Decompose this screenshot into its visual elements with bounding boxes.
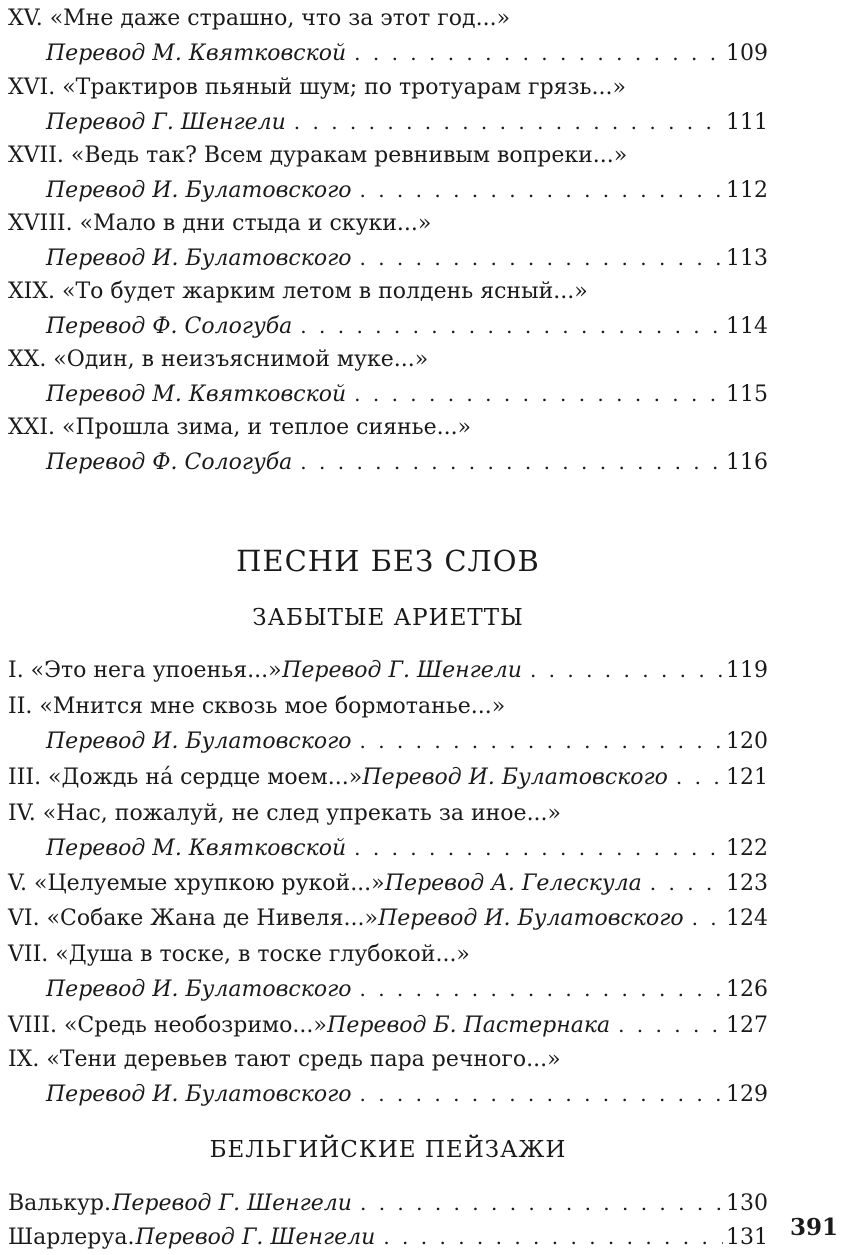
entry-translator: Перевод Г. Шенгели [46, 110, 286, 135]
entry-translator-line [8, 445, 768, 479]
entry-line [8, 866, 768, 900]
toc-entry [8, 653, 768, 687]
entry-translator-line [8, 309, 768, 343]
entry-page-number: 131 [726, 1225, 768, 1250]
entry-translator-line [8, 831, 768, 865]
entry-translator: Перевод Б. Пастернака [327, 1013, 611, 1038]
entry-title-line [8, 71, 768, 105]
leader-dots [650, 866, 723, 900]
entry-translator-line [8, 724, 768, 758]
leader-dots [360, 972, 724, 1006]
entry-translator: Перевод Ф. Сологуба [46, 314, 293, 339]
entry-translator-line [8, 36, 768, 70]
entry-title-line [8, 139, 768, 173]
entry-line [8, 901, 768, 935]
entry-translator: Перевод Г. Шенгели [135, 1225, 376, 1250]
entry-page-number: 112 [726, 178, 768, 203]
entry-title: XX. «Один, в неизъяснимой муке...» [8, 347, 429, 372]
entry-page-number: 113 [726, 246, 768, 271]
toc-entry [8, 1186, 768, 1220]
leader-dots [360, 724, 724, 758]
entry-translator-line [8, 972, 768, 1006]
entry-page-number: 109 [726, 41, 768, 66]
entry-translator: Перевод М. Квятковской [46, 382, 347, 407]
toc-entry [8, 760, 768, 794]
subsection-title: БЕЛЬГИЙСКИЕ ПЕЙЗАЖИ [209, 1137, 567, 1163]
entry-page-number: 111 [726, 110, 768, 135]
toc-entry [8, 690, 768, 758]
toc-entry [8, 938, 768, 1006]
entry-title: XIX. «То будет жарким летом в полдень ясный...» [8, 279, 588, 304]
toc-entry [8, 797, 768, 865]
entry-title-line [8, 797, 768, 831]
entry-translator-line [8, 377, 768, 411]
entry-line [8, 1008, 768, 1042]
entry-title: XXI. «Прошла зима, и теплое сиянье...» [8, 415, 472, 440]
leader-dots [530, 653, 723, 687]
leader-dots [360, 241, 724, 275]
toc-entry [8, 207, 768, 275]
leader-dots [383, 1220, 723, 1254]
leader-dots [300, 445, 723, 479]
entry-translator-line [8, 1077, 768, 1111]
entry-translator: Перевод А. Гелескула [384, 871, 642, 896]
leader-dots [360, 1186, 723, 1220]
leader-dots [360, 173, 724, 207]
entry-title: VII. «Душа в тоске, в тоске глубокой...» [8, 942, 470, 967]
entry-title-line [8, 2, 768, 36]
entry-translator: Перевод И. Булатовского [46, 977, 352, 1002]
entry-translator: Перевод И. Булатовского [362, 765, 668, 790]
toc-entry [8, 71, 768, 139]
entry-title-line [8, 275, 768, 309]
leader-dots [354, 36, 723, 70]
entry-page-number: 114 [726, 314, 768, 339]
entry-line [8, 760, 768, 794]
entry-title: IV. «Нас, пожалуй, не след упрекать за иное...» [8, 801, 562, 826]
entry-page-number: 127 [726, 1013, 768, 1038]
entry-page-number: 126 [726, 977, 768, 1002]
entry-title: Шарлеруа. [8, 1225, 135, 1250]
entry-page-number: 121 [726, 765, 768, 790]
entry-translator: Перевод М. Квятковской [46, 41, 347, 66]
entry-line [8, 653, 768, 687]
leader-dots [294, 105, 723, 139]
toc-entry [8, 866, 768, 900]
entry-title: III. «Дождь на́ сердце моем...» [8, 765, 363, 790]
entry-title: I. «Это нега упоенья...» [8, 658, 282, 683]
entry-translator: Перевод И. Булатовского [46, 1082, 352, 1107]
entry-translator: Перевод И. Булатовского [46, 178, 352, 203]
entry-translator-line [8, 173, 768, 207]
entry-title: XV. «Мне даже страшно, что за этот год...» [8, 6, 511, 31]
entry-translator-line [8, 241, 768, 275]
entry-translator: Перевод Г. Шенгели [282, 658, 522, 683]
entry-page-number: 124 [726, 906, 768, 931]
entry-title-line [8, 343, 768, 377]
leader-dots [300, 309, 723, 343]
toc-entry [8, 411, 768, 479]
entry-page-number: 130 [726, 1191, 768, 1216]
subsection-title: ЗАБЫТЫЕ АРИЕТТЫ [252, 605, 524, 631]
entry-translator: Перевод И. Булатовского [46, 246, 352, 271]
entry-title-line [8, 690, 768, 724]
entry-title: XVI. «Трактиров пьяный шум; по тротуарам грязь...» [8, 75, 626, 100]
leader-dots [360, 1077, 724, 1111]
entry-title: VIII. «Средь необозримо...» [8, 1013, 327, 1038]
toc-entry [8, 1043, 768, 1111]
entry-title-line [8, 1043, 768, 1077]
toc-entry [8, 343, 768, 411]
entry-title-line [8, 207, 768, 241]
entry-page-number: 129 [726, 1082, 768, 1107]
toc-entry [8, 901, 768, 935]
section-title: ПЕСНИ БЕЗ СЛОВ [236, 544, 540, 578]
entry-title-line [8, 411, 768, 445]
entry-title: XVII. «Ведь так? Всем дуракам ревнивым вопреки...» [8, 143, 628, 168]
toc-entry [8, 275, 768, 343]
page-folio-number: 391 [790, 1214, 839, 1241]
entry-line [8, 1186, 768, 1220]
toc-entry [8, 139, 768, 207]
entry-translator: Перевод И. Булатовского [378, 906, 684, 931]
entry-title: IX. «Тени деревьев тают средь пара речного...» [8, 1047, 561, 1072]
toc-entry [8, 1008, 768, 1042]
entry-title: II. «Мнится мне сквозь мое бормотанье...» [8, 694, 506, 719]
entry-translator: Перевод Ф. Сологуба [46, 450, 293, 475]
entry-page-number: 119 [726, 658, 768, 683]
leader-dots [354, 831, 723, 865]
leader-dots [354, 377, 723, 411]
entry-translator: Перевод Г. Шенгели [112, 1191, 352, 1216]
toc-entry [8, 1220, 768, 1254]
entry-line [8, 1220, 768, 1254]
entry-title: V. «Целуемые хрупкою рукой...» [8, 871, 385, 896]
entry-translator-line [8, 105, 768, 139]
entry-title: Валькур. [8, 1191, 112, 1216]
entry-title: VI. «Собаке Жана де Нивеля...» [8, 906, 378, 931]
entry-page-number: 115 [726, 382, 768, 407]
entry-page-number: 123 [726, 871, 768, 896]
entry-title: XVIII. «Мало в дни стыда и скуки...» [8, 211, 432, 236]
toc-entry [8, 2, 768, 70]
entry-page-number: 116 [726, 450, 768, 475]
leader-dots [618, 1008, 723, 1042]
entry-page-number: 120 [726, 729, 768, 754]
entry-title-line [8, 938, 768, 972]
entry-translator: Перевод М. Квятковской [46, 836, 347, 861]
entry-translator: Перевод И. Булатовского [46, 729, 352, 754]
leader-dots [692, 901, 723, 935]
leader-dots [676, 760, 723, 794]
entry-page-number: 122 [726, 836, 768, 861]
